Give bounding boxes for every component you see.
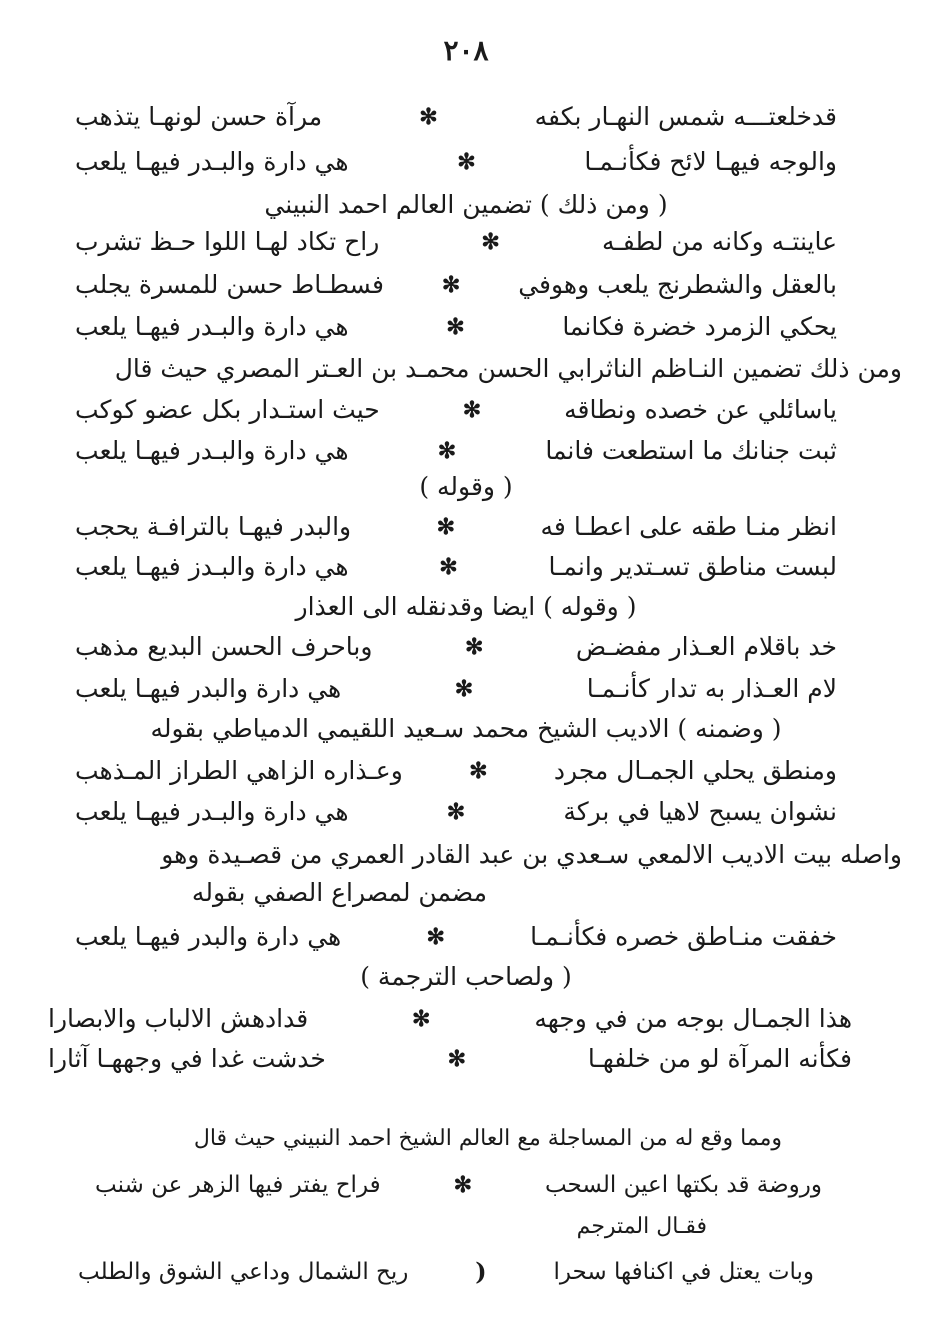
verse-separator-icon: ✻ bbox=[439, 554, 458, 580]
verse-second-hemistich: مرآة حسن لونهـا يتذهب bbox=[75, 102, 323, 131]
verse-line bbox=[75, 268, 837, 302]
verse-separator-icon: ✻ bbox=[464, 634, 484, 660]
prose-line: ومن ذلك تضمين النـاظم الناثرابي الحسن محمـد بن العـتر المصري حيث قال bbox=[114, 354, 902, 383]
section-heading: ومما وقع له من المساجلة مع العالم الشيخ احمد النبيني حيث قال bbox=[193, 1126, 782, 1151]
verse-separator-icon: ✻ bbox=[457, 149, 476, 175]
verse-second-hemistich: خدشت غدا في وجههـا آثارا bbox=[48, 1044, 326, 1073]
verse-first-hemistich: وبات يعتل في اكنافها سحرا bbox=[553, 1259, 814, 1285]
verse-second-hemistich: هي دارة والبـدر فيهـا يلعب bbox=[75, 797, 349, 826]
verse-first-hemistich: خفقت منـاطق خصره فكأنـمـا bbox=[530, 922, 837, 951]
verse-second-hemistich: هي دارة والبـدر فيهـا يلعب bbox=[75, 312, 349, 341]
verse-second-hemistich: ريح الشمال وداعي الشوق والطلب bbox=[78, 1259, 409, 1285]
section-heading: ( ولصاحب الترجمة ) bbox=[360, 962, 572, 991]
verse-line bbox=[75, 672, 837, 706]
verse-line bbox=[75, 225, 837, 259]
verse-line bbox=[75, 393, 837, 427]
verse-separator-icon: ✻ bbox=[412, 1006, 431, 1032]
verse-line bbox=[75, 100, 837, 134]
verse-line bbox=[95, 1168, 822, 1202]
verse-first-hemistich: ياسائلي عن خصده ونطاقه bbox=[564, 395, 837, 424]
verse-line bbox=[78, 1255, 814, 1289]
verse-separator-icon: ✻ bbox=[426, 924, 445, 950]
verse-line bbox=[75, 795, 837, 829]
verse-separator-icon: ✻ bbox=[447, 1046, 467, 1072]
verse-second-hemistich: وباحرف الحسن البديع مذهب bbox=[75, 632, 373, 661]
section-heading: ( وقوله ) bbox=[419, 472, 513, 501]
verse-first-hemistich: ومنطق يحلي الجمـال مجرد bbox=[553, 756, 837, 785]
verse-separator-icon: ( bbox=[475, 1257, 487, 1286]
verse-second-hemistich: هي دارة والبـدر فيهـا يلعب bbox=[75, 147, 349, 176]
verse-separator-icon: ✻ bbox=[481, 229, 500, 255]
verse-first-hemistich: وروضة قد بكتها اعين السحب bbox=[544, 1172, 822, 1198]
verse-first-hemistich: يحكي الزمرد خضرة فكانما bbox=[562, 312, 837, 341]
verse-separator-icon: ✻ bbox=[419, 104, 438, 130]
verse-separator-icon: ✻ bbox=[454, 676, 474, 702]
verse-first-hemistich: عاينتـه وكانه من لطفـه bbox=[601, 227, 837, 256]
section-heading: ( وقوله ) ايضا وقدنقله الى العذار bbox=[295, 592, 637, 621]
verse-second-hemistich: حيث استـدار بكل عضو كوكب bbox=[75, 395, 380, 424]
verse-line bbox=[75, 920, 837, 954]
verse-separator-icon: ✻ bbox=[441, 272, 461, 298]
prose-line: واصله بيت الاديب الالمعي سـعدي بن عبد القادر العمري من قصـيدة وهو bbox=[161, 840, 902, 869]
verse-first-hemistich: والوجه فيهـا لائح فكأنـمـا bbox=[584, 147, 837, 176]
page-number: ٢٠٨ bbox=[443, 34, 489, 67]
verse-first-hemistich: ثبت جنانك ما استطعت فانما bbox=[545, 436, 837, 465]
verse-first-hemistich: لبست مناطق تسـتدير وانمـا bbox=[548, 552, 837, 581]
verse-second-hemistich: فراح يفتر فيها الزهر عن شنب bbox=[95, 1172, 381, 1198]
verse-first-hemistich: هذا الجمـال بوجه من في وجهه bbox=[534, 1004, 852, 1033]
prose-line: مضمن لمصراع الصفي بقوله bbox=[191, 878, 487, 907]
verse-line bbox=[75, 550, 837, 584]
verse-second-hemistich: هي دارة والبدر فيهـا يلعب bbox=[75, 922, 342, 951]
verse-separator-icon: ✻ bbox=[462, 397, 482, 423]
verse-second-hemistich: والبدر فيهـا بالترافـة يحجب bbox=[75, 512, 352, 541]
verse-first-hemistich: خد باقلام العـذار مفضـض bbox=[575, 632, 837, 661]
verse-second-hemistich: هي دارة والبدر فيهـا يلعب bbox=[75, 674, 342, 703]
verse-second-hemistich: قدادهش الالباب والابصارا bbox=[48, 1004, 309, 1033]
verse-second-hemistich: راح تكاد لهـا اللوا حـظ تشرب bbox=[75, 227, 380, 256]
verse-line bbox=[75, 630, 837, 664]
verse-second-hemistich: هي دارة والبـدز فيهـا يلعب bbox=[75, 552, 349, 581]
verse-line bbox=[75, 434, 837, 468]
verse-line bbox=[75, 510, 837, 544]
verse-line bbox=[48, 1002, 852, 1036]
verse-separator-icon: ✻ bbox=[437, 438, 457, 464]
verse-second-hemistich: فسطـاط حسن للمسرة يجلب bbox=[75, 270, 384, 299]
verse-line bbox=[75, 145, 837, 179]
verse-first-hemistich: فكأنه المرآة لو من خلفهـا bbox=[587, 1044, 852, 1073]
verse-separator-icon: ✻ bbox=[436, 514, 456, 540]
prose-line: فقـال المترجم bbox=[576, 1214, 707, 1239]
verse-separator-icon: ✻ bbox=[469, 758, 488, 784]
verse-second-hemistich: هي دارة والبـدر فيهـا يلعب bbox=[75, 436, 349, 465]
verse-first-hemistich: نشوان يسبح لاهيا في بركة bbox=[563, 797, 837, 826]
verse-separator-icon: ✻ bbox=[446, 314, 465, 340]
verse-line bbox=[75, 310, 837, 344]
verse-line bbox=[75, 754, 837, 788]
verse-line bbox=[48, 1042, 852, 1076]
verse-first-hemistich: بالعقل والشطرنج يلعب وهوفي bbox=[518, 270, 837, 299]
verse-first-hemistich: لام العـذار به تدار كأنـمـا bbox=[586, 674, 837, 703]
verse-separator-icon: ✻ bbox=[446, 799, 466, 825]
verse-first-hemistich: قدخلعتـــه شمس النهـار بكفه bbox=[534, 102, 837, 131]
verse-second-hemistich: وعـذاره الزاهي الطراز المـذهب bbox=[75, 756, 403, 785]
section-heading: ( وضمنه ) الاديب الشيخ محمد سـعيد اللقيمي الدمياطي بقوله bbox=[150, 714, 782, 743]
verse-separator-icon: ✻ bbox=[453, 1172, 472, 1198]
section-heading: ( ومن ذلك ) تضمين العالم احمد النبيني bbox=[264, 190, 668, 219]
verse-first-hemistich: انظر منـا طقه على اعطـا فه bbox=[540, 512, 837, 541]
